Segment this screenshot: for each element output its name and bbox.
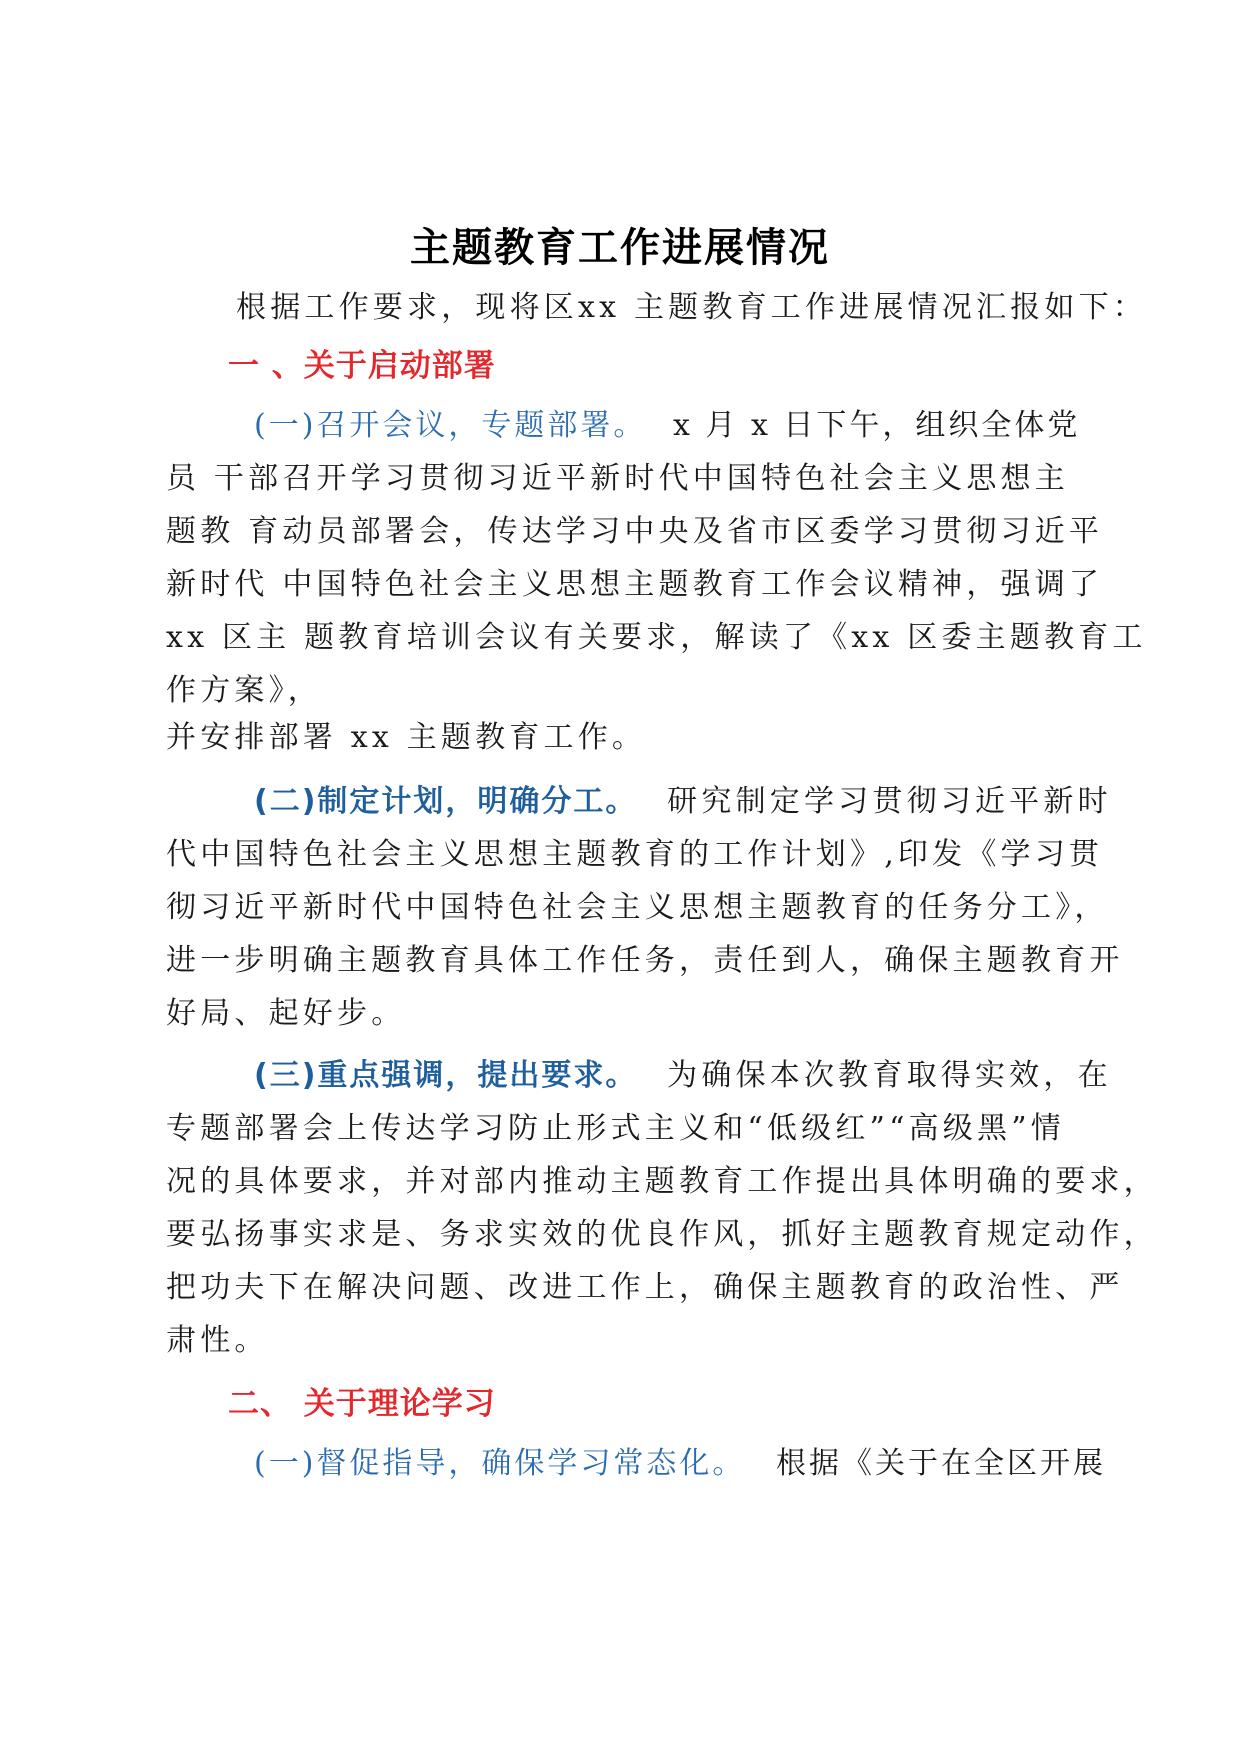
section-heading-1: 一 、关于启动部署 (228, 348, 496, 384)
text-line: 代中国特色社会主义思想主题教育的工作计划》,印发《学习贯 (166, 837, 1104, 872)
text-line: 新时代 中国特色社会主义思想主题教育工作会议精神，强调了 (166, 567, 1104, 602)
section-heading-2: 二、 关于理论学习 (228, 1386, 496, 1422)
text-line: 专题部署会上传达学习防止形式主义和“低级红”“高级黑”情 (166, 1111, 1065, 1146)
text-line: 研究制定学习贯彻习近平新时 (667, 784, 1112, 819)
text-line: 彻习近平新时代中国特色社会主义思想主题教育的任务分工》， (166, 890, 1109, 925)
subheading-1-1: (一)召开会议，专题部署。 (254, 408, 647, 443)
text-line: x 月 x 日下午，组织全体党 (672, 408, 1081, 443)
text-line: 好局、起好步。 (166, 996, 406, 1031)
text-line: 根据《关于在全区开展 (775, 1446, 1106, 1481)
text-line: 为确保本次教育取得实效，在 (667, 1058, 1112, 1093)
paragraph-2-first-line (254, 776, 1112, 820)
text-line: 题教 育动员部署会，传达学习中央及省市区委学习贯彻习近平 (166, 514, 1104, 549)
subheading-2-1: (一)督促指导，确保学习常态化。 (254, 1446, 746, 1481)
intro-paragraph: 根据工作要求，现将区xx 主题教育工作进展情况汇报如下： (236, 290, 1147, 325)
paragraph-3-first-line (254, 1050, 1112, 1094)
text-line: 员 干部召开学习贯彻习近平新时代中国特色社会主义思想主 (166, 461, 1069, 496)
document-title: 主题教育工作进展情况 (410, 225, 830, 271)
text-line: 把功夫下在解决问题、改进工作上，确保主题教育的政治性、严 (166, 1270, 1124, 1305)
subheading-1-3: (三)重点强调，提出要求。 (254, 1058, 638, 1093)
subheading-1-2: (二)制定计划，明确分工。 (254, 784, 638, 819)
text-line: 并安排部署 xx 主题教育工作。 (166, 720, 647, 755)
text-line: 要弘扬事实求是、务求实效的优良作风，抓好主题教育规定动作， (166, 1217, 1158, 1252)
text-line: 进一步明确主题教育具体工作任务，责任到人，确保主题教育开 (166, 943, 1124, 978)
text-line: xx 区主 题教育培训会议有关要求，解读了《xx 区委主题教育工 (166, 620, 1147, 655)
paragraph-4-first-line (254, 1438, 1106, 1482)
paragraph-1-first-line (254, 400, 1080, 444)
text-line: 肃性。 (166, 1323, 269, 1358)
text-line: 况的具体要求，并对部内推动主题教育工作提出具体明确的要求， (166, 1164, 1158, 1199)
text-line: 作方案》， (166, 673, 322, 708)
